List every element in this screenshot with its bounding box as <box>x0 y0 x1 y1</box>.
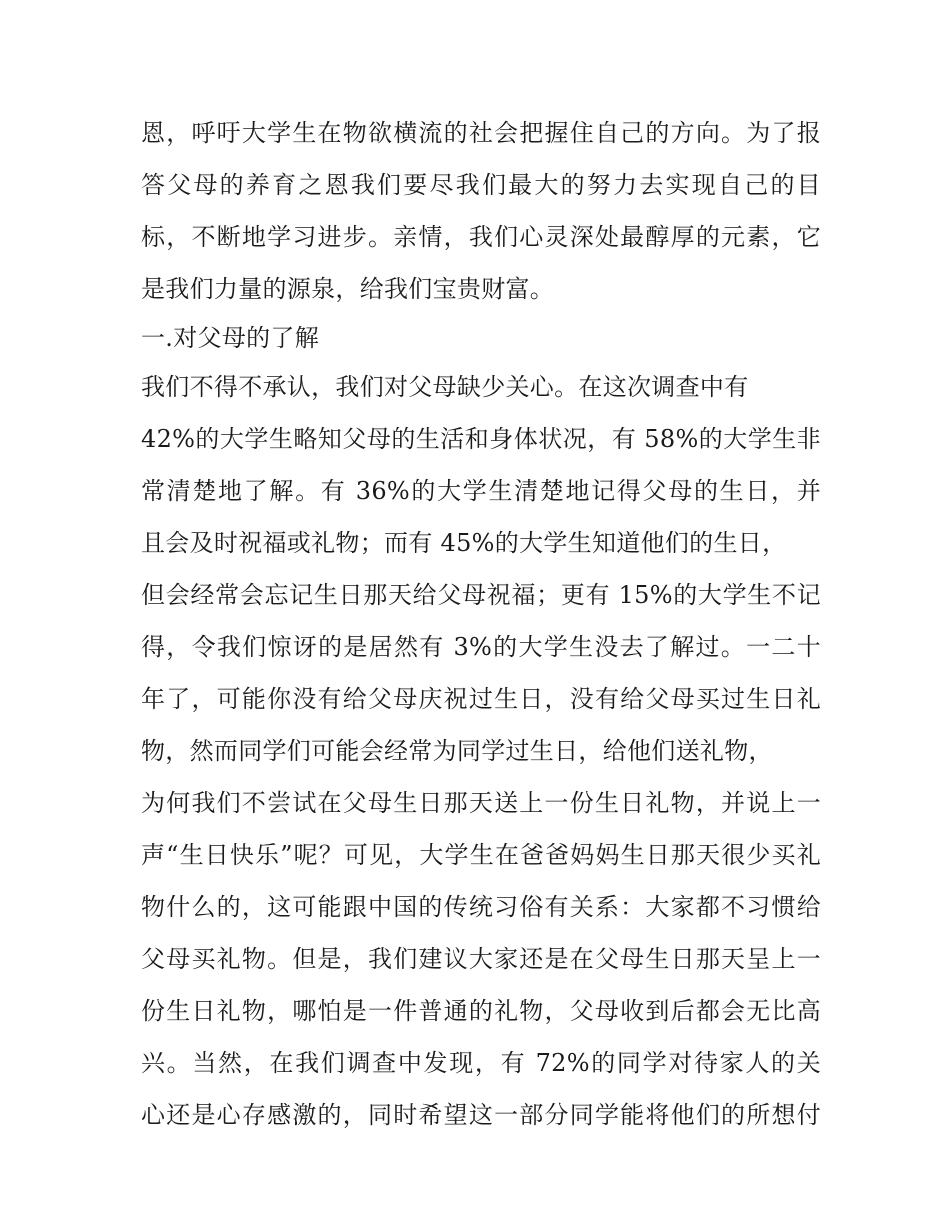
text-line: 为何我们不尝试在父母生日那天送上一份生日礼物，并说上一 <box>141 789 821 817</box>
text-line: 兴。当然，在我们调查中发现，有 72%的同学对待家人的关 <box>141 1049 821 1077</box>
text-line: 恩，呼吁大学生在物欲横流的社会把握住自己的方向。为了报 <box>141 119 821 147</box>
text-line: 得，令我们惊讶的是居然有 3%的大学生没去了解过。一二十 <box>141 633 821 661</box>
text-line: 父母买礼物。但是，我们建议大家还是在父母生日那天呈上一 <box>141 945 821 973</box>
text-line: 我们不得不承认，我们对父母缺少关心。在这次调查中有 <box>141 373 749 401</box>
text-line: 物，然而同学们可能会经常为同学过生日，给他们送礼物， <box>141 737 773 765</box>
text-line: 且会及时祝福或礼物；而有 45%的大学生知道他们的生日， <box>141 529 787 557</box>
text-line: 常清楚地了解。有 36%的大学生清楚地记得父母的生日，并 <box>141 477 821 505</box>
text-line: 年了，可能你没有给父母庆祝过生日，没有给父母买过生日礼 <box>141 685 821 713</box>
text-line: 答父母的养育之恩我们要尽我们最大的努力去实现自己的目 <box>141 171 821 199</box>
body-text <box>141 107 821 1141</box>
text-line: 但会经常会忘记生日那天给父母祝福；更有 15%的大学生不记 <box>141 581 821 609</box>
text-line: 是我们力量的源泉，给我们宝贵财富。 <box>141 275 555 303</box>
text-line: 42%的大学生略知父母的生活和身体状况，有 58%的大学生非 <box>141 425 821 453</box>
text-line: 份生日礼物，哪怕是一件普通的礼物，父母收到后都会无比高 <box>141 997 821 1025</box>
section-heading: 一.对父母的了解 <box>141 324 320 352</box>
text-line: 标，不断地学习进步。亲情，我们心灵深处最醇厚的元素，它 <box>141 223 821 251</box>
text-line: 声“生日快乐”呢？可见，大学生在爸爸妈妈生日那天很少买礼 <box>141 841 821 869</box>
text-line: 心还是心存感激的，同时希望这一部分同学能将他们的所想付 <box>141 1101 821 1129</box>
text-line: 物什么的，这可能跟中国的传统习俗有关系：大家都不习惯给 <box>141 893 821 921</box>
